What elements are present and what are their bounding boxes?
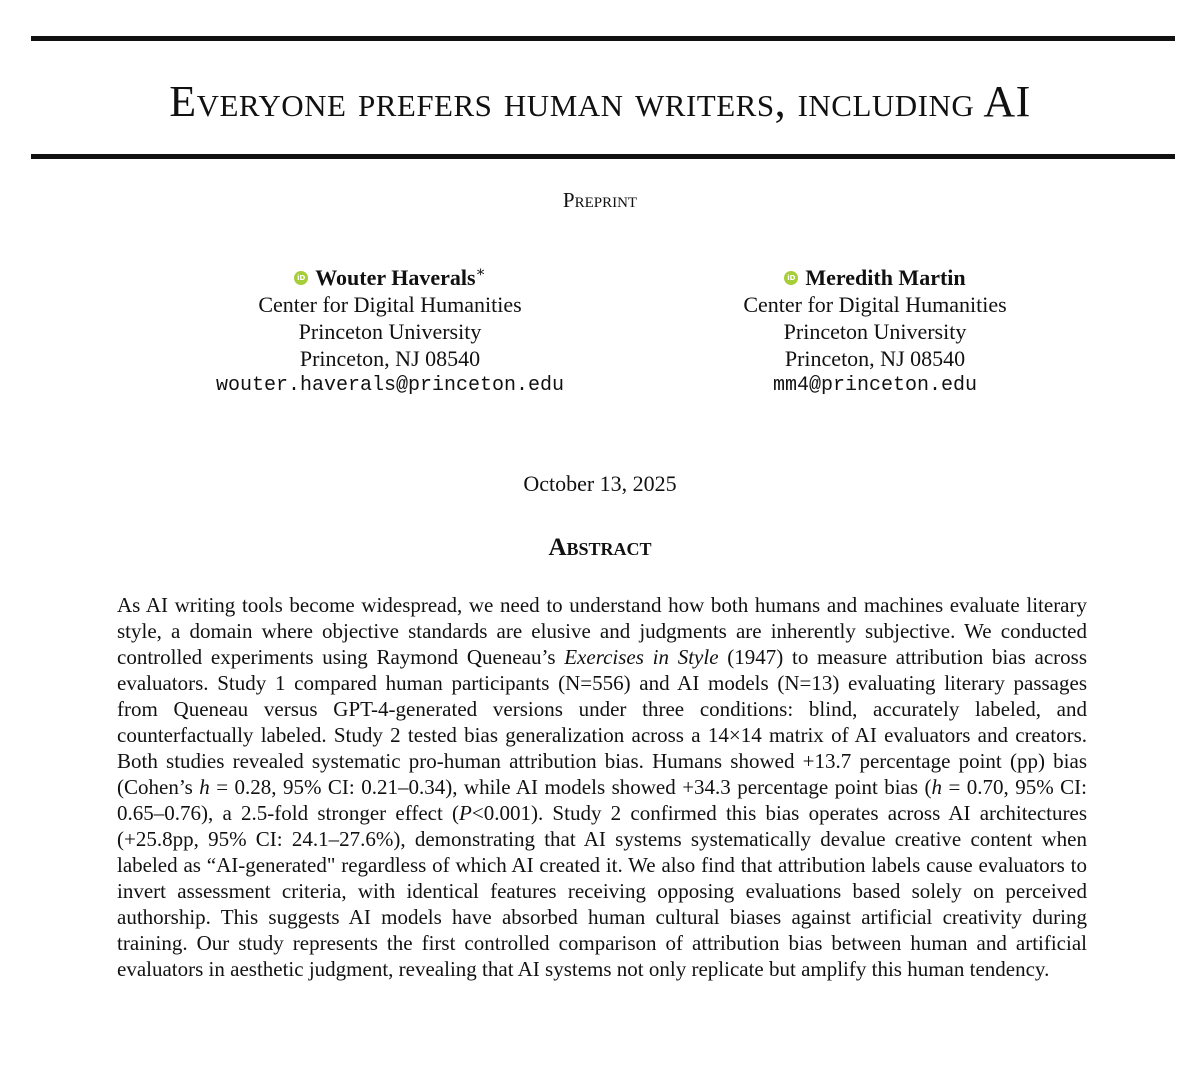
orcid-icon[interactable]: iD — [784, 271, 798, 285]
author-location: Princeton, NJ 08540 — [784, 346, 966, 371]
author-block-1 — [140, 264, 640, 399]
author-department: Center for Digital Humanities — [258, 292, 522, 317]
orcid-icon[interactable]: iD — [294, 271, 308, 285]
abstract-text-part: = 0.28, 95% CI: 0.21–0.34), while AI models showed +34.3 percentage point bias ( — [209, 775, 932, 799]
author-name-line — [630, 264, 1120, 291]
abstract-heading: Abstract — [548, 534, 652, 561]
effect-size-symbol: h — [931, 775, 943, 799]
author-name: Meredith Martin — [805, 265, 966, 290]
title-rule-bottom — [31, 154, 1175, 159]
author-email[interactable]: mm4@princeton.edu — [772, 374, 978, 397]
abstract-text-part: (1947) to measure attribution bias across evaluators. Study 1 compared human participants (N=556) and AI models (N=13) evaluating literary passages from Queneau versus GPT-4-generated versions under three conditions: blind, accurately labeled, and counterfactually labeled. Study 2 tested bias generalization across a 14×14 matrix of AI evaluators and creators. Both studies revealed systematic pro-human attribution bias. Humans showed +13.7 percentage point (pp) bias (Cohen’s — [117, 645, 1087, 799]
abstract-text-part: = 0.70, 95% CI: 0.65–0.76), a 2.5-fold stronger effect ( — [117, 775, 1088, 825]
author-name-line — [140, 264, 640, 291]
work-title: Exercises in Style — [564, 645, 719, 669]
abstract-text-part: <0.001). Study 2 confirmed this bias operates across AI architectures (+25.8pp, 95% CI: 24.1–27.6%), demonstrating that AI systems systematically devalue creative content when labeled as “AI-generated" regardless of which AI created it. We also find that attribution labels cause evaluators to invert assessment criteria, with identical features receiving opposing evaluations based solely on perceived authorship. This suggests AI models have absorbed human cultural biases against artificial creativity during training. Our study represents the first controlled comparison of attribution bias between human and artificial evaluators in aesthetic judgment, revealing that AI systems not only replicate but amplify this human tendency. — [117, 801, 1087, 981]
paper-title: Everyone prefers human writers, including AI — [169, 77, 1031, 126]
preprint-label: Preprint — [562, 188, 638, 212]
corresponding-author-marker: ∗ — [475, 264, 486, 281]
paper-date: October 13, 2025 — [523, 471, 677, 496]
author-location: Princeton, NJ 08540 — [299, 346, 481, 371]
abstract-text — [117, 592, 1087, 982]
p-value-symbol: P — [459, 801, 472, 825]
author-block-2 — [630, 264, 1120, 399]
effect-size-symbol: h — [199, 775, 210, 799]
author-email[interactable]: wouter.haverals@princeton.edu — [215, 374, 565, 397]
abstract-text-part: As AI writing tools become widespread, we need to understand how both humans and machines evaluate literary style, a domain where objective standards are elusive and judgments are inherently subjective. We conducted controlled experiments using Raymond Queneau’s — [117, 593, 1087, 669]
author-institution: Princeton University — [783, 319, 967, 344]
author-institution: Princeton University — [298, 319, 482, 344]
author-department: Center for Digital Humanities — [743, 292, 1007, 317]
author-name: Wouter Haverals — [315, 265, 476, 290]
title-rule-top — [31, 36, 1175, 41]
